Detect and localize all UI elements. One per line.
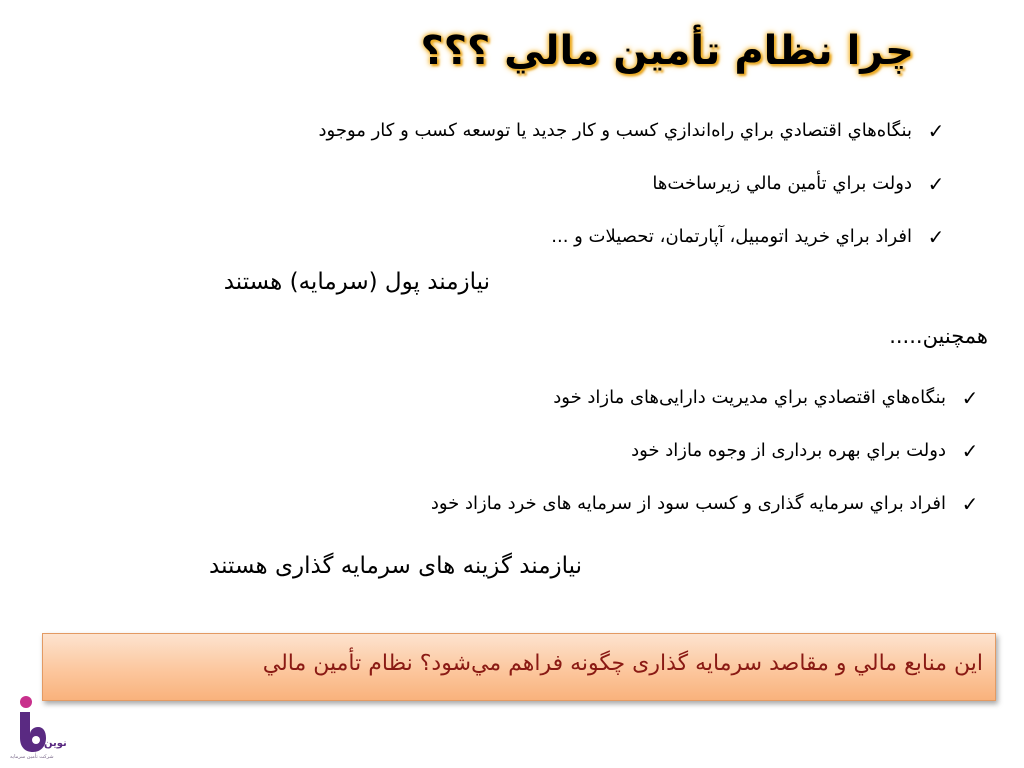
- list-item-text: بنگاه‌هاي اقتصادي براي مديريت دارایی‌های مازاد خود: [553, 387, 946, 408]
- logo-tagline: شرکت تأمین سرمایه: [10, 754, 54, 760]
- also-heading: همچنین.....: [889, 324, 988, 348]
- investment-need-statement: نیازمند گزینه های سرمايه گذاری هستند: [209, 553, 582, 579]
- company-logo: [6, 694, 70, 764]
- list-item-text: افراد براي خريد اتومبيل، آپارتمان، تحصيلات و ...: [551, 226, 912, 247]
- novin-logo-icon: [6, 694, 46, 754]
- list-item-text: بنگاه‌هاي اقتصادي براي راه‌اندازي كسب و كار جديد يا توسعه كسب و كار موجود: [318, 120, 912, 141]
- investors-list: [431, 371, 980, 530]
- list-item: [431, 477, 980, 530]
- list-item: [319, 104, 947, 157]
- question-banner: [42, 633, 996, 701]
- list-item: [319, 210, 947, 263]
- checkmark-icon: ✓: [927, 171, 945, 196]
- list-item: [431, 371, 980, 424]
- slide-title: چرا نظام تأمين مالي ؟؟؟: [420, 28, 914, 74]
- checkmark-icon: ✓: [961, 438, 979, 463]
- list-item: [319, 157, 947, 210]
- list-item-text: دولت براي تأمين مالي زيرساخت‌ها: [652, 173, 912, 194]
- list-item-text: دولت براي بهره برداری از وجوه مازاد خود: [631, 440, 946, 461]
- question-text: اين منابع مالي و مقاصد سرمايه گذاری چگونه فراهم مي‌شود؟ نظام تأمين مالي: [262, 651, 983, 676]
- list-item: [431, 424, 980, 477]
- checkmark-icon: ✓: [961, 385, 979, 410]
- checkmark-icon: ✓: [927, 224, 945, 249]
- list-item-text: افراد براي سرمايه گذاری و کسب سود از سرمايه های خرد مازاد خود: [430, 493, 946, 514]
- capital-need-statement: نيازمند پول (سرمايه) هستند: [223, 269, 490, 295]
- logo-name: نوین: [44, 738, 67, 749]
- borrowers-list: [319, 104, 947, 263]
- checkmark-icon: ✓: [961, 491, 979, 516]
- checkmark-icon: ✓: [927, 118, 945, 143]
